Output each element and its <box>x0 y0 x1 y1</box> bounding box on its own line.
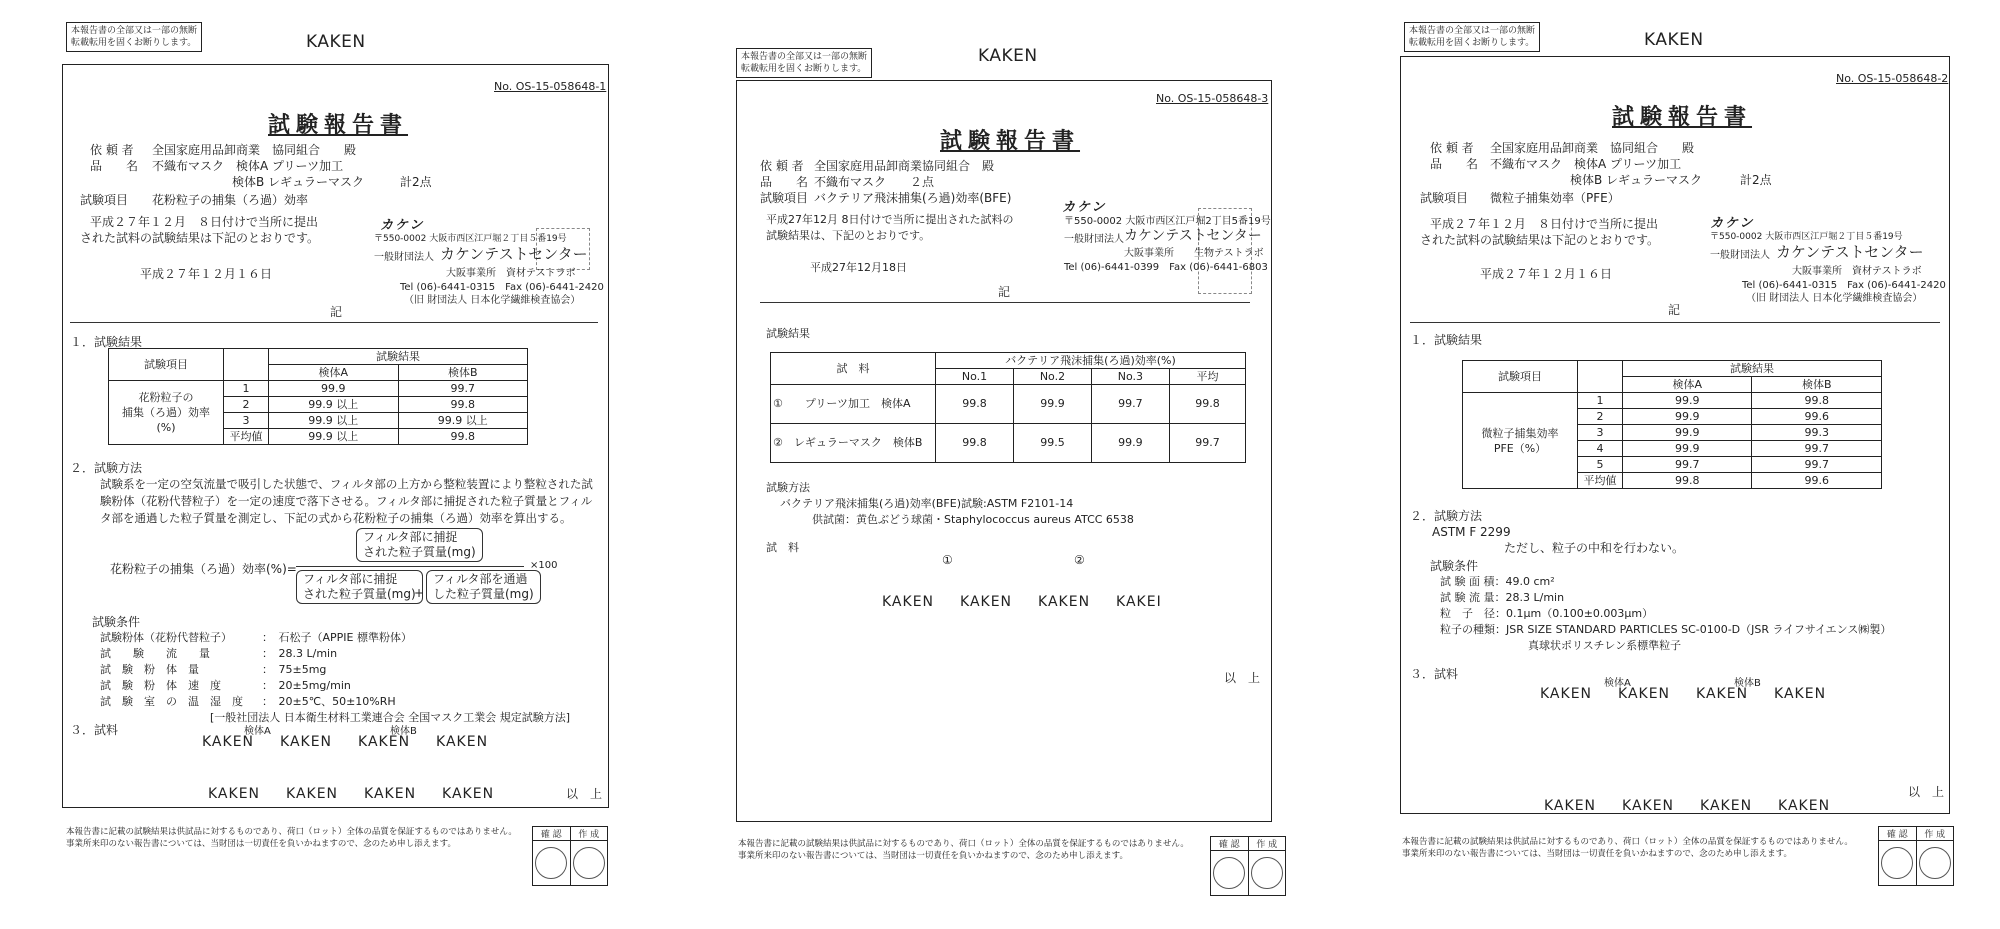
cell-b: 99.8 <box>398 397 528 413</box>
address: 〒550-0002 大阪市西区江戸堀２丁目５番19号 <box>1710 232 1903 242</box>
client-label: 依 頼 者 <box>760 159 804 173</box>
astm-standard: ASTM F 2299 <box>1432 525 1511 539</box>
item-count: 計2点 <box>400 175 432 189</box>
row-n: 平均値 <box>1578 473 1623 489</box>
cell: 99.9 <box>1091 424 1169 463</box>
formula-bottom-right: フィルタ部を通過 した粒子質量(mg) <box>426 570 541 604</box>
org-prefix: 一般財団法人 <box>1064 234 1124 245</box>
conditions-note: [一般社団法人 日本衛生材料工業連合会 全国マスク工業会 規定試験方法] <box>210 711 571 724</box>
formula-left: 花粉粒子の捕集（ろ過）効率(%)= <box>110 562 297 576</box>
ki-mark: 記 <box>998 285 1011 299</box>
report-number: No. OS-15-058648-3 <box>1156 92 1269 105</box>
report-date: 平成２７年１２月１６日 <box>140 267 273 281</box>
method-line-1: バクテリア飛沫捕集(ろ過)効率(BFE)試験:ASTM F2101-14 <box>780 497 1074 510</box>
copyright-notice: 本報告書の全部又は一部の無断 転載転用を固くお断りします。 <box>66 22 202 52</box>
client: 全国家庭用品卸商業 協同組合 殿 <box>1490 141 1695 155</box>
test-label: 試験項目 <box>760 191 809 205</box>
fraction-bar <box>296 566 524 567</box>
conditions-title: 試験条件 <box>1430 559 1479 573</box>
intro-line-1: 平成27年12月 8日付けで当所に提出された試料の <box>766 213 1014 226</box>
kaken-logo: カケン <box>1062 200 1107 215</box>
row-n: 3 <box>224 413 269 429</box>
sample-kaken-row: KAKEN KAKEN KAKEN KAKEN <box>1540 686 1827 702</box>
formula-top: フィルタ部に捕捉 された粒子質量(mg) <box>356 528 483 562</box>
cell-b: 99.7 <box>1752 457 1882 473</box>
test-item: 微粒子捕集効率（PFE） <box>1490 191 1620 205</box>
brand-header: KAKEN <box>1644 30 1704 50</box>
cell: 99.7 <box>1169 424 1245 463</box>
cell: 99.8 <box>1169 385 1245 424</box>
footer-note: 本報告書に記載の試験結果は供試品に対するものであり、荷口（ロット）全体の品質を保証するものではありません。 事業所来印のない報告書については、当財団は一切責任を負いかねますので、念のため申し添えます。 <box>66 827 517 849</box>
report-date: 平成27年12月18日 <box>810 261 907 274</box>
cell-a: 99.7 <box>1623 457 1752 473</box>
report-page-3 <box>1380 0 2000 929</box>
branch: 大阪事業所 生物テストラボ <box>1124 248 1264 259</box>
cell-a: 99.8 <box>1623 473 1752 489</box>
cell-b: 99.3 <box>1752 425 1882 441</box>
end-mark: 以 上 <box>566 787 603 801</box>
condition: 粒 子 径：0.1μm（0.100±0.003μm） <box>1440 607 1654 620</box>
org-prefix: 一般財団法人 <box>374 252 434 263</box>
item-b: 検体B レギュラーマスク <box>232 175 365 189</box>
seal-icon <box>1213 857 1245 889</box>
report-page-1 <box>0 0 640 929</box>
seal-icon <box>573 847 605 879</box>
org-prefix: 一般財団法人 <box>1710 250 1770 261</box>
cell: 99.9 <box>1013 385 1091 424</box>
client-label: 依 頼 者 <box>1430 141 1474 155</box>
section-results: 試験結果 <box>766 327 810 340</box>
test-label: 試験項目 <box>1420 191 1469 205</box>
row-n: 平均値 <box>224 429 269 445</box>
divider <box>760 302 1250 303</box>
divider <box>70 322 598 323</box>
item-label: 品 名 <box>760 175 809 189</box>
copyright-notice: 本報告書の全部又は一部の無断 転載転用を固くお断りします。 <box>736 48 872 78</box>
formula-plus: + <box>414 586 425 600</box>
th-result: バクテリア飛沫捕集(ろ過)効率(%) <box>936 353 1246 369</box>
cell: 99.8 <box>936 424 1014 463</box>
th-item: 試験項目 <box>1463 361 1578 393</box>
cond-key: 試験粉体（花粉代替粒子） <box>100 631 232 644</box>
cond-key: 試 験 流 量 <box>100 647 210 660</box>
item-label: 品 名 <box>1430 157 1479 171</box>
intro-line-2: 試験結果は、下記のとおりです。 <box>766 229 931 242</box>
conditions-title: 試験条件 <box>92 615 141 629</box>
sample-b-label: 検体B <box>390 726 417 737</box>
report-page-2 <box>700 0 1300 929</box>
end-mark: 以 上 <box>1224 671 1261 685</box>
cell-b: 99.6 <box>1752 473 1882 489</box>
cell-b: 99.7 <box>1752 441 1882 457</box>
client-label: 依 頼 者 <box>90 143 134 157</box>
item-a: 不織布マスク 検体A プリーツ加工 <box>152 159 344 173</box>
seal-icon <box>1881 847 1913 879</box>
row-n: 1 <box>224 381 269 397</box>
ki-mark: 記 <box>330 305 343 319</box>
org-name: カケンテストセンター <box>440 245 588 263</box>
row-n: 4 <box>1578 441 1623 457</box>
formula-bottom-left: フィルタ部に捕捉 された粒子質量(mg) <box>296 570 423 604</box>
test-label: 試験項目 <box>80 193 129 207</box>
report-title: 試験報告書 <box>268 113 409 138</box>
method-title: 試験方法 <box>766 481 810 494</box>
client: 全国家庭用品卸商業 協同組合 殿 <box>152 143 357 157</box>
results-table <box>108 348 528 445</box>
cell-a: 99.9 <box>1623 441 1752 457</box>
th-col: No.1 <box>936 369 1014 385</box>
kaken-logo: カケン <box>380 218 425 233</box>
report-title: 試験報告書 <box>940 129 1081 154</box>
results-table <box>770 352 1246 463</box>
row-n: 3 <box>1578 425 1623 441</box>
cell-a: 99.9 以上 <box>269 397 399 413</box>
cell: 99.8 <box>936 385 1014 424</box>
method-line-2: 験粉体（花粉代替粒子）を一定の速度で落下させる。フィルタ部に捕捉された粒子質量とフィル <box>100 494 593 508</box>
client: 全国家庭用品卸商業協同組合 殿 <box>814 159 995 173</box>
cell-b: 99.7 <box>398 381 528 397</box>
intro-line-1: 平成２７年１２月 ８日付けで当所に提出 <box>90 215 319 229</box>
approval-stamp-box: 確 認 作 成 <box>1210 836 1286 896</box>
sample-b-label: 検体B <box>1734 678 1761 689</box>
test-item: 花粉粒子の捕集（ろ過）効率 <box>152 193 309 207</box>
cell-a: 99.9 <box>1623 393 1752 409</box>
approval-stamp-box: 確 認 作 成 <box>1878 826 1954 886</box>
sample-kaken-row-2: KAKEN KAKEN KAKEN KAKEN <box>1544 798 1831 814</box>
row-label: 花粉粒子の 捕集（ろ過）効率 (%) <box>109 381 224 445</box>
report-number: No. OS-15-058648-1 <box>494 80 607 93</box>
section-method: ２．試験方法 <box>70 461 143 475</box>
cell-a: 99.9 <box>1623 425 1752 441</box>
item-b: 検体B レギュラーマスク <box>1570 173 1703 187</box>
cell-a: 99.9 以上 <box>269 429 399 445</box>
intro-line-1: 平成２７年１２月 ８日付けで当所に提出 <box>1430 217 1659 231</box>
former-name: （旧 財団法人 日本化学繊維検査協会） <box>404 295 581 306</box>
section-sample: ３．試料 <box>70 723 119 737</box>
results-table <box>1462 360 1882 489</box>
th-a: 検体A <box>269 365 399 381</box>
item: 不織布マスク ２点 <box>814 175 935 189</box>
th-b: 検体B <box>398 365 528 381</box>
formula-times: ×100 <box>530 560 558 571</box>
cell-b: 99.8 <box>1752 393 1882 409</box>
cond-val: ： 75±5mg <box>262 663 327 676</box>
sample-kaken-row: KAKEN KAKEN KAKEN KAKEI <box>882 594 1162 610</box>
item-a: 不織布マスク 検体A プリーツ加工 <box>1490 157 1682 171</box>
branch: 大阪事業所 資材テストラボ <box>1792 266 1922 277</box>
footer-note: 本報告書に記載の試験結果は供試品に対するものであり、荷口（ロット）全体の品質を保証するものではありません。 事業所来印のない報告書については、当財団は一切責任を負いかねますので、念のため申し添えます。 <box>1402 837 1853 859</box>
th-result: 試験結果 <box>269 349 528 365</box>
sample-mark-2: ② <box>1074 553 1085 567</box>
row-label: ② レギュラーマスク 検体B <box>771 424 936 463</box>
astm-note: ただし、粒子の中和を行わない。 <box>1504 541 1685 555</box>
approval-stamp-box: 確 認 作 成 <box>532 826 608 886</box>
sample-kaken-row: KAKEN KAKEN KAKEN KAKEN <box>202 734 489 750</box>
th-col: No.3 <box>1091 369 1169 385</box>
cond-val: ： 石松子（APPIE 標準粉体） <box>262 631 412 644</box>
test-item: バクテリア飛沫捕集(ろ過)効率(BFE) <box>814 191 1012 205</box>
branch: 大阪事業所 資材テストラボ <box>446 268 576 279</box>
row-label: 微粒子捕集効率 PFE（%） <box>1463 393 1578 489</box>
seal-icon <box>1251 857 1283 889</box>
cell: 99.5 <box>1013 424 1091 463</box>
item-count: 計2点 <box>1740 173 1772 187</box>
cell-b: 99.9 以上 <box>398 413 528 429</box>
condition: 試 験 流 量：28.3 L/min <box>1440 591 1565 604</box>
cell-b: 99.8 <box>398 429 528 445</box>
former-name: （旧 財団法人 日本化学繊維検査協会） <box>1746 293 1923 304</box>
cond-val: ： 20±5mg/min <box>262 679 351 692</box>
kaken-logo: カケン <box>1710 216 1755 231</box>
row-label: ① プリーツ加工 検体A <box>771 385 936 424</box>
method-line-3: タ部を通過した粒子質量を測定し、下記の式から花粉粒子の捕集（ろ過）効率を算出する。 <box>100 511 572 525</box>
section-results: １．試験結果 <box>70 335 143 349</box>
footer-note: 本報告書に記載の試験結果は供試品に対するものであり、荷口（ロット）全体の品質を保証するものではありません。 事業所来印のない報告書については、当財団は一切責任を負いかねますので、念のため申し添えます。 <box>738 839 1189 861</box>
cond-key: 試 験 室 の 温 湿 度 <box>100 695 243 708</box>
section-results: １．試験結果 <box>1410 333 1483 347</box>
th-b: 検体B <box>1752 377 1882 393</box>
seal-icon <box>535 847 567 879</box>
th-col: No.2 <box>1013 369 1091 385</box>
sample-a-label: 検体A <box>244 726 271 737</box>
section-method: ２．試験方法 <box>1410 509 1483 523</box>
ki-mark: 記 <box>1668 303 1681 317</box>
row-n: 2 <box>1578 409 1623 425</box>
tel-fax: Tel (06)-6441-0399 Fax (06)-6441-6803 <box>1064 262 1268 273</box>
intro-line-2: された試料の試験結果は下記のとおりです。 <box>1420 233 1660 247</box>
report-title: 試験報告書 <box>1612 105 1753 130</box>
cell-a: 99.9 <box>1623 409 1752 425</box>
condition-last: 真球状ポリスチレン系標準粒子 <box>1528 639 1682 652</box>
row-n: 2 <box>224 397 269 413</box>
cond-key: 試 験 粉 体 量 <box>100 663 199 676</box>
report-date: 平成２７年１２月１６日 <box>1480 267 1613 281</box>
sample-kaken-row-2: KAKEN KAKEN KAKEN KAKEN <box>208 786 495 802</box>
brand-header: KAKEN <box>306 32 366 52</box>
divider <box>1410 322 1940 323</box>
copyright-notice: 本報告書の全部又は一部の無断 転載転用を固くお断りします。 <box>1404 22 1540 52</box>
end-mark: 以 上 <box>1908 785 1945 799</box>
th-result: 試験結果 <box>1623 361 1882 377</box>
method-line-2: 供試菌：黄色ぶどう球菌・Staphylococcus aureus ATCC 6538 <box>812 513 1134 526</box>
report-number: No. OS-15-058648-2 <box>1836 72 1949 85</box>
brand-header: KAKEN <box>978 46 1038 66</box>
tel-fax: Tel (06)-6441-0315 Fax (06)-6441-2420 <box>400 282 604 293</box>
address: 〒550-0002 大阪市西区江戸堀２丁目５番19号 <box>374 234 567 244</box>
condition: 試 験 面 積：49.0 cm² <box>1440 575 1555 588</box>
cond-key: 試 験 粉 体 速 度 <box>100 679 221 692</box>
th-sample: 試 料 <box>771 353 936 385</box>
org-name: カケンテストセンター <box>1776 243 1924 261</box>
seal-icon <box>1919 847 1951 879</box>
cell-a: 99.9 以上 <box>269 413 399 429</box>
cell: 99.7 <box>1091 385 1169 424</box>
row-n: 5 <box>1578 457 1623 473</box>
intro-line-2: された試料の試験結果は下記のとおりです。 <box>80 231 320 245</box>
cell-b: 99.6 <box>1752 409 1882 425</box>
th-a: 検体A <box>1623 377 1752 393</box>
org-name: カケンテストセンター <box>1124 228 1262 244</box>
cond-val: ： 28.3 L/min <box>262 647 338 660</box>
section-sample: ３．試料 <box>1410 667 1459 681</box>
cell-a: 99.9 <box>269 381 399 397</box>
sample-a-label: 検体A <box>1604 678 1631 689</box>
address: 〒550-0002 大阪市西区江戸堀2丁目5番19号 <box>1064 216 1271 227</box>
condition: 粒子の種類：JSR SIZE STANDARD PARTICLES SC-0100-D（JSR ライフサイエンス㈱製） <box>1440 623 1892 636</box>
tel-fax: Tel (06)-6441-0315 Fax (06)-6441-2420 <box>1742 280 1946 291</box>
item-label: 品 名 <box>90 159 139 173</box>
sample-title: 試 料 <box>766 541 799 554</box>
sample-mark-1: ① <box>942 553 953 567</box>
cond-val: ： 20±5℃、50±10%RH <box>262 695 396 708</box>
th-col: 平均 <box>1169 369 1245 385</box>
method-line-1: 試験系を一定の空気流量で吸引した状態で、フィルタ部の上方から整粒装置により整粒された試 <box>100 477 593 491</box>
th-item: 試験項目 <box>109 349 224 381</box>
row-n: 1 <box>1578 393 1623 409</box>
